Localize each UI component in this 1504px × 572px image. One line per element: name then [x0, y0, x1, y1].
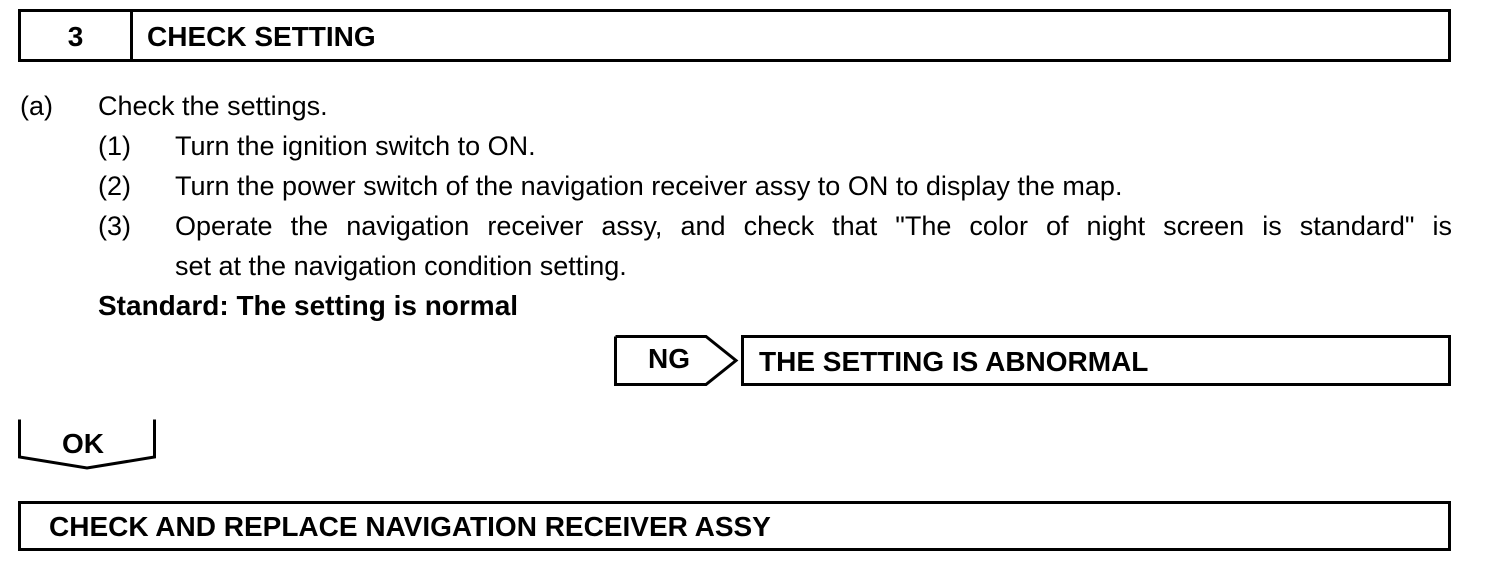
step-header: [18, 9, 1451, 62]
step-title: CHECK SETTING: [147, 21, 376, 52]
step-number-cell: [21, 12, 133, 59]
step-3-label: (3): [98, 211, 131, 241]
ng-label: NG: [648, 343, 690, 374]
ng-result-box: [741, 335, 1451, 386]
substep-a-text: Check the settings.: [98, 91, 328, 121]
step-3-text-line1: Operate the navigation receiver assy, and check that "The color of night screen is standard" is: [175, 211, 1452, 241]
final-step-box: [18, 501, 1451, 551]
ng-result-text: THE SETTING IS ABNORMAL: [759, 346, 1149, 377]
step-1-text: Turn the ignition switch to ON.: [175, 131, 536, 161]
ok-label: OK: [62, 428, 104, 459]
substep-a-label: (a): [20, 91, 53, 121]
step-1-label: (1): [98, 131, 131, 161]
step-number: 3: [67, 21, 84, 52]
step-2-label: (2): [98, 171, 131, 201]
step-2-text: Turn the power switch of the navigation receiver assy to ON to display the map.: [175, 171, 1123, 201]
ok-tag: [18, 418, 156, 470]
step-3-text-line2: set at the navigation condition setting.: [175, 251, 627, 281]
standard-text: Standard: The setting is normal: [98, 290, 519, 321]
final-step-text: CHECK AND REPLACE NAVIGATION RECEIVER ASSY: [49, 511, 771, 542]
ng-tag: [614, 335, 739, 386]
